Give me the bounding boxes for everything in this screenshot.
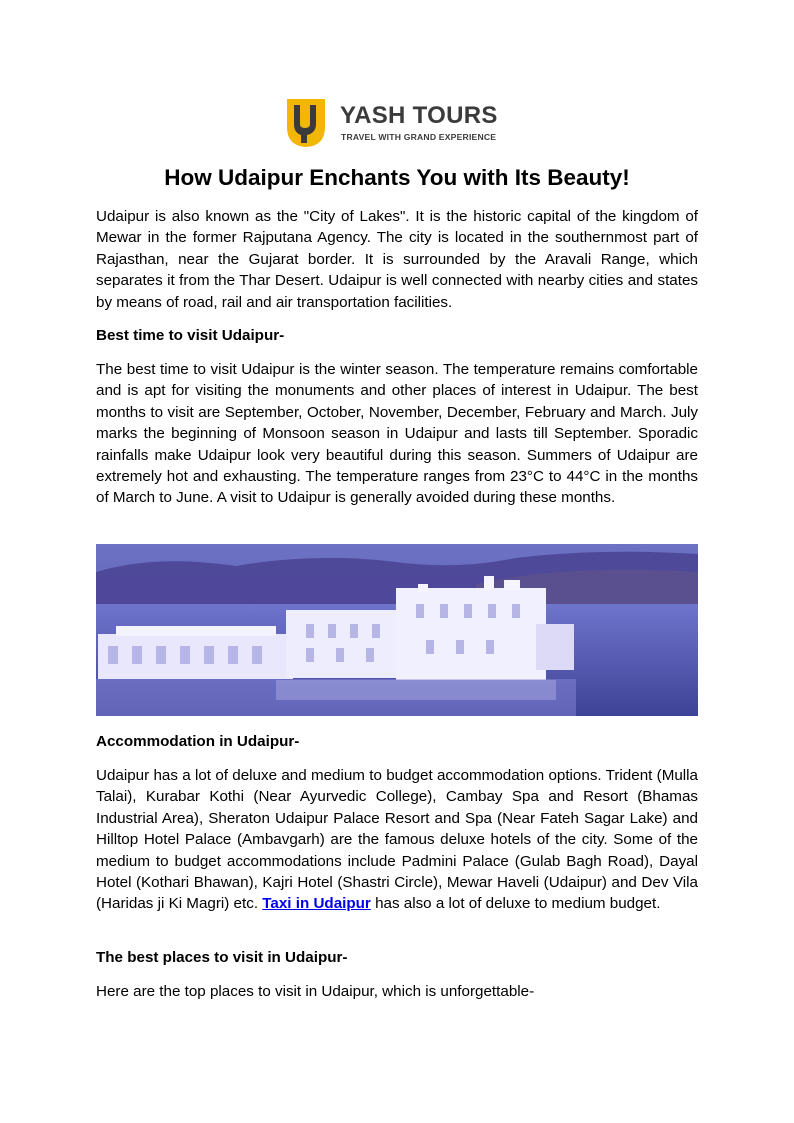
accommodation-paragraph [96, 765, 698, 915]
accommodation-heading: Accommodation in Udaipur- [96, 733, 300, 750]
brand-logo [283, 97, 515, 149]
taxi-in-udaipur-link[interactable]: Taxi in Udaipur [262, 895, 371, 913]
intro-paragraph: Udaipur is also known as the "City of Lakes". It is the historic capital of the kingdom of Mewar in the former Rajputana Agency. The city is located in the southernmost part of Rajasthan, near the Gujarat border. It is surrounded by the Aravali Range, which separates it from the Thar Desert. Udaipur is well connected with nearby cities and states by means of road, rail and air transportation facilities. [96, 208, 698, 311]
brand-name: YASH TOURS [340, 102, 498, 129]
best-time-heading: Best time to visit Udaipur- [96, 327, 285, 344]
best-places-heading: The best places to visit in Udaipur- [96, 949, 348, 966]
yash-tours-logo-mark-icon [283, 97, 329, 149]
brand-tagline: TRAVEL WITH GRAND EXPERIENCE [341, 132, 497, 142]
accommodation-text: Udaipur has a lot of deluxe and medium to budget accommodation options. Trident (Mulla Talai), Kurabar Kothi (Near Ayurvedic College), Cambay Spa and Resort (Bhamas Industrial Area), Sheraton Udaipur Palace Resort and Spa (Near Fateh Sagar Lake) and Hilltop Hotel Palace (Ambavgarh) are the famous deluxe hotels of the city. Some of the medium to budget accommodations include Padmini Palace (Gulab Bagh Road), Dayal Hotel (Kothari Bhawan), Kajri Hotel (Shastri Circle), Mewar Haveli (Udaipur) and Dev Vila (Haridas ji Ki Magri) etc. [96, 767, 698, 913]
best-places-intro: Here are the top places to visit in Udaipur, which is unforgettable- [96, 983, 535, 1000]
lake-palace-photo [96, 544, 698, 716]
accommodation-text-end: has also a lot of deluxe to medium budget. [370, 895, 661, 913]
best-time-paragraph: The best time to visit Udaipur is the winter season. The temperature remains comfortable and is apt for visiting the monuments and other places of interest in Udaipur. The best months to visit are September, October, November, December, February and March. July marks the beginning of Monsoon season in Udaipur and lasts till September. Sporadic rainfalls make Udaipur look very beautiful during this season. Summers of Udaipur are extremely hot and exhausting. The temperature ranges from 23°C to 44°C in the months of March to June. A visit to Udaipur is generally avoided during these months. [96, 361, 698, 507]
page-title: How Udaipur Enchants You with Its Beauty! [164, 165, 630, 190]
